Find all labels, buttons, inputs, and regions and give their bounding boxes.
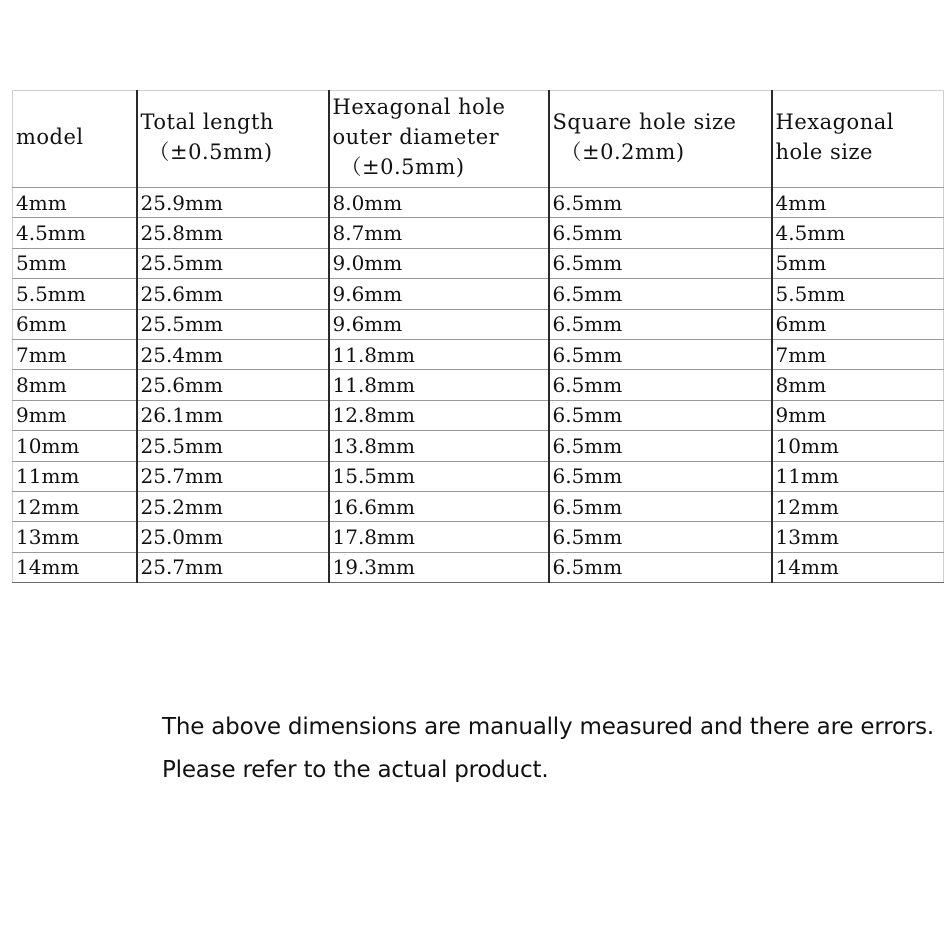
table-row (13, 522, 944, 552)
cell-hex-hole-size: 6mm (772, 309, 944, 339)
cell-model: 13mm (13, 522, 137, 552)
cell-hex-hole-size: 5mm (772, 248, 944, 278)
header-total-length (137, 91, 329, 188)
cell-hex-outer-diameter: 16.6mm (329, 491, 549, 521)
cell-square-hole-size: 6.5mm (549, 248, 772, 278)
cell-square-hole-size: 6.5mm (549, 431, 772, 461)
table-row (13, 461, 944, 491)
cell-square-hole-size: 6.5mm (549, 218, 772, 248)
cell-total-length: 25.8mm (137, 218, 329, 248)
cell-hex-hole-size: 11mm (772, 461, 944, 491)
cell-model: 14mm (13, 552, 137, 582)
cell-hex-outer-diameter: 8.7mm (329, 218, 549, 248)
cell-total-length: 25.2mm (137, 491, 329, 521)
header-square-hole-size (549, 91, 772, 188)
cell-square-hole-size: 6.5mm (549, 279, 772, 309)
cell-model: 11mm (13, 461, 137, 491)
cell-model: 4mm (13, 188, 137, 218)
cell-total-length: 25.5mm (137, 309, 329, 339)
header-hex-outer-diameter (329, 91, 549, 188)
header-hex-hole-size-line1: Hexagonal (775, 110, 894, 134)
cell-hex-outer-diameter: 8.0mm (329, 188, 549, 218)
cell-total-length: 25.7mm (137, 461, 329, 491)
cell-square-hole-size: 6.5mm (549, 461, 772, 491)
cell-total-length: 25.4mm (137, 339, 329, 369)
table-row (13, 188, 944, 218)
cell-square-hole-size: 6.5mm (549, 339, 772, 369)
table-row (13, 309, 944, 339)
table-row (13, 491, 944, 521)
table-row (13, 339, 944, 369)
table-header-row (13, 91, 944, 188)
cell-total-length: 26.1mm (137, 400, 329, 430)
cell-total-length: 25.6mm (137, 370, 329, 400)
cell-total-length: 25.0mm (137, 522, 329, 552)
cell-total-length: 25.5mm (137, 431, 329, 461)
cell-model: 9mm (13, 400, 137, 430)
cell-hex-hole-size: 13mm (772, 522, 944, 552)
cell-model: 7mm (13, 339, 137, 369)
table-row (13, 431, 944, 461)
cell-square-hole-size: 6.5mm (549, 188, 772, 218)
cell-total-length: 25.7mm (137, 552, 329, 582)
cell-hex-hole-size: 10mm (772, 431, 944, 461)
header-hex-outer-diameter-line1: Hexagonal hole (332, 95, 506, 119)
table-body (13, 188, 944, 583)
cell-hex-outer-diameter: 9.6mm (329, 309, 549, 339)
cell-model: 5mm (13, 248, 137, 278)
header-square-hole-size-tolerance: （±0.2mm) (560, 140, 685, 164)
cell-model: 6mm (13, 309, 137, 339)
cell-hex-outer-diameter: 9.6mm (329, 279, 549, 309)
cell-model: 8mm (13, 370, 137, 400)
table-row (13, 400, 944, 430)
header-square-hole-size-line: Square hole size (552, 110, 737, 134)
measurement-note (162, 706, 947, 792)
cell-hex-outer-diameter: 15.5mm (329, 461, 549, 491)
cell-hex-outer-diameter: 11.8mm (329, 339, 549, 369)
cell-total-length: 25.5mm (137, 248, 329, 278)
cell-hex-hole-size: 7mm (772, 339, 944, 369)
cell-hex-hole-size: 5.5mm (772, 279, 944, 309)
cell-hex-hole-size: 9mm (772, 400, 944, 430)
cell-hex-outer-diameter: 19.3mm (329, 552, 549, 582)
header-total-length-line: Total length (140, 110, 274, 134)
table-row (13, 279, 944, 309)
cell-hex-outer-diameter: 17.8mm (329, 522, 549, 552)
dimensions-table (12, 90, 944, 583)
cell-square-hole-size: 6.5mm (549, 309, 772, 339)
cell-hex-outer-diameter: 11.8mm (329, 370, 549, 400)
header-hex-outer-diameter-tolerance: （±0.5mm) (340, 155, 465, 179)
cell-square-hole-size: 6.5mm (549, 400, 772, 430)
table-row (13, 248, 944, 278)
cell-square-hole-size: 6.5mm (549, 552, 772, 582)
header-model-line: model (16, 125, 84, 149)
table-row (13, 552, 944, 582)
cell-hex-hole-size: 4mm (772, 188, 944, 218)
cell-model: 10mm (13, 431, 137, 461)
cell-square-hole-size: 6.5mm (549, 522, 772, 552)
cell-total-length: 25.6mm (137, 279, 329, 309)
header-hex-outer-diameter-line2: outer diameter (332, 125, 500, 149)
cell-hex-outer-diameter: 13.8mm (329, 431, 549, 461)
cell-square-hole-size: 6.5mm (549, 370, 772, 400)
cell-hex-hole-size: 8mm (772, 370, 944, 400)
cell-hex-outer-diameter: 9.0mm (329, 248, 549, 278)
header-hex-hole-size (772, 91, 944, 188)
cell-square-hole-size: 6.5mm (549, 491, 772, 521)
cell-model: 5.5mm (13, 279, 137, 309)
cell-hex-outer-diameter: 12.8mm (329, 400, 549, 430)
cell-hex-hole-size: 12mm (772, 491, 944, 521)
header-total-length-tolerance: （±0.5mm) (148, 140, 273, 164)
cell-hex-hole-size: 14mm (772, 552, 944, 582)
note-line-1: The above dimensions are manually measured and there are errors. (162, 714, 934, 740)
table-row (13, 218, 944, 248)
table-row (13, 370, 944, 400)
header-hex-hole-size-line2: hole size (775, 140, 873, 164)
note-line-2: Please refer to the actual product. (162, 757, 549, 783)
header-model (13, 91, 137, 188)
cell-model: 12mm (13, 491, 137, 521)
cell-model: 4.5mm (13, 218, 137, 248)
cell-total-length: 25.9mm (137, 188, 329, 218)
cell-hex-hole-size: 4.5mm (772, 218, 944, 248)
